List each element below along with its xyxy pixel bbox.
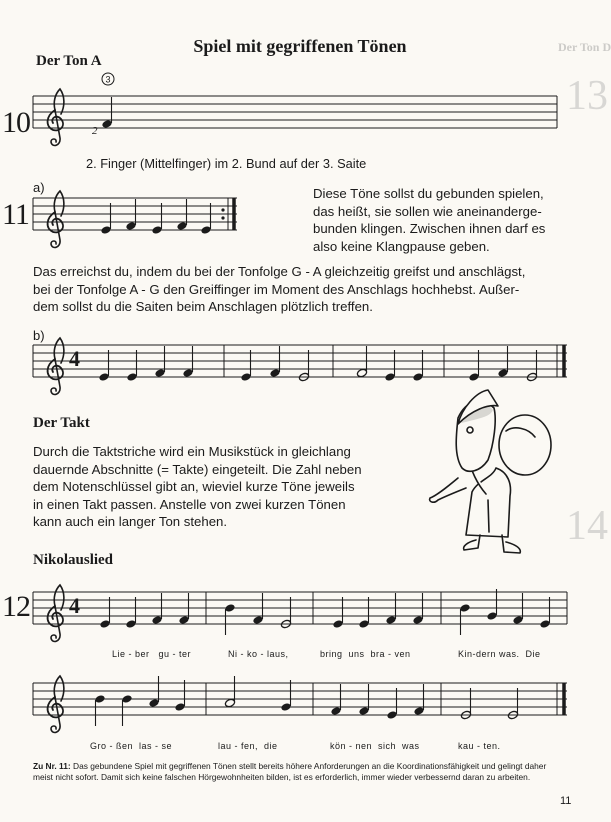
treble-clef-icon	[48, 89, 64, 145]
text-line: dauernde Abschnitte (= Takte) eingeteilt. Die Zahl neben	[33, 461, 362, 477]
footnote-line-2: meist nicht sofort. Damit sich keine falschen Hörgewohnheiten bilden, ist es erforderlich, immer wieder verbessernd daran zu arbeiten.	[33, 772, 531, 782]
lyric-segment: bring uns bra - ven	[320, 649, 411, 659]
bleed-heading: Der Ton D	[558, 40, 611, 54]
lyric-segment: Lie - ber gu - ter	[112, 649, 192, 659]
text-line: dem sollst du die Saiten beim Anschlagen plötzlich treffen.	[33, 299, 373, 315]
exercise-number-10: 10	[2, 106, 30, 139]
footnote-label: Zu Nr. 11:	[33, 761, 71, 771]
staff-10	[33, 89, 557, 145]
notes-12-2	[94, 676, 518, 726]
treble-clef-icon	[48, 676, 64, 732]
staff-12-line-2	[33, 676, 567, 732]
exercise-number-11: 11	[2, 198, 29, 231]
page-number: 11	[560, 795, 572, 807]
label-b: b)	[33, 328, 45, 343]
section-heading-ton-a: Der Ton A	[36, 53, 102, 69]
section-heading-nikolauslied: Nikolauslied	[33, 552, 114, 568]
time-signature: 4	[69, 593, 80, 618]
bleed-number-13: 13	[566, 73, 608, 119]
treble-clef-icon	[48, 191, 64, 247]
text-line: dem Notenschlüssel gibt an, wieviel kurze Töne jeweils	[33, 479, 355, 495]
page-title: Spiel mit gegriffenen Tönen	[193, 36, 407, 56]
finger-caption: 2. Finger (Mittelfinger) im 2. Bund auf der 3. Saite	[86, 156, 367, 171]
text-line: das heißt, sie sollen wie aneinanderge-	[313, 203, 542, 219]
time-signature: 4	[69, 346, 80, 371]
text-line: also keine Klangpause geben.	[313, 238, 490, 254]
nose	[467, 427, 473, 433]
nikolaus-illustration	[430, 390, 551, 553]
staff-12-line-1	[33, 585, 567, 641]
staff-11a	[33, 191, 237, 247]
bleed-number-14: 14	[566, 503, 608, 549]
lyric-segment: Ni - ko - laus,	[228, 649, 289, 659]
treble-clef-icon	[48, 585, 64, 641]
lyric-segment: Gro - ßen las - se	[90, 741, 173, 751]
lyric-segment: kau - ten.	[458, 741, 501, 751]
text-line: Durch die Taktstriche wird ein Musikstück in gleichlang	[33, 444, 351, 459]
lyric-segment: lau - fen, die	[218, 741, 278, 751]
text-line: kann auch ein langer Ton stehen.	[33, 514, 228, 530]
notes-11b	[98, 346, 537, 382]
lyric-segment: Kin-dern was. Die	[458, 649, 541, 659]
exercise-number-12: 12	[2, 590, 30, 623]
sack-icon	[499, 415, 551, 475]
footnote-text: Das gebundene Spiel mit gegriffenen Tönen stellt bereits höhere Anforderungen an die Koordinationsfähigkeit und gelingt daher	[70, 761, 547, 771]
label-a: a)	[33, 180, 45, 195]
string-circle-icon	[102, 73, 114, 85]
lyric-segment: kön - nen sich was	[330, 741, 420, 751]
text-line: Das erreichst du, indem du bei der Tonfolge G - A gleichzeitig greifst und anschlägst,	[33, 264, 526, 279]
treble-clef-icon	[48, 338, 64, 394]
section-heading-takt: Der Takt	[33, 415, 90, 431]
text-line: bunden klingen. Zwischen ihnen darf es	[313, 221, 546, 237]
notes-11a	[100, 199, 211, 235]
finger-digit: 2	[92, 125, 98, 137]
text-line: in einen Takt passen. Anstelle von zwei kurzen Tönen	[33, 496, 346, 512]
text-line: Diese Töne sollst du gebunden spielen,	[313, 186, 544, 201]
notes-12-1	[99, 589, 550, 635]
staff-11b	[33, 338, 567, 394]
string-number: 3	[105, 74, 111, 85]
text-line: bei der Tonfolge A - G den Greiffinger im Moment des Anschlags hochhebst. Außer-	[33, 281, 520, 297]
